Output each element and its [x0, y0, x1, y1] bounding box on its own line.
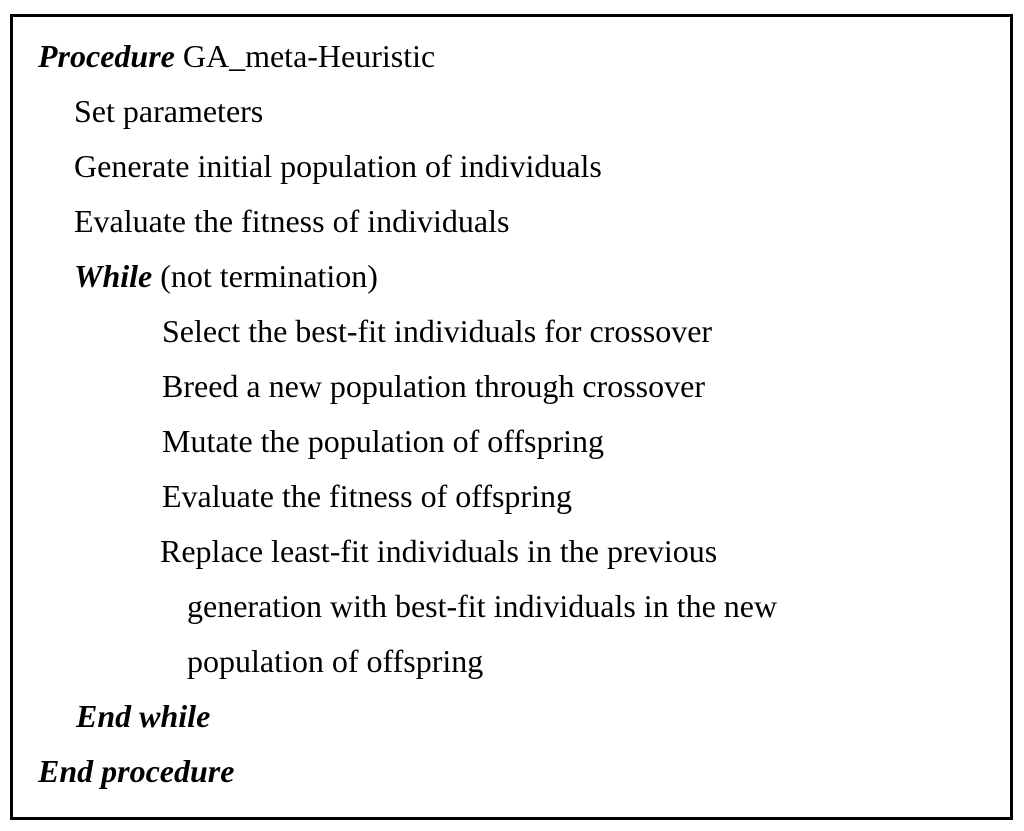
step-set-parameters: Set parameters [74, 93, 264, 129]
loop-step-replace-cont-2: population of offspring [187, 643, 484, 679]
procedure-keyword: Procedure [38, 38, 175, 74]
pseudocode-box [10, 14, 1013, 820]
procedure-header [38, 36, 435, 76]
while-condition: (not termination) [152, 258, 378, 294]
end-while: End while [76, 698, 211, 734]
loop-step-mutate: Mutate the population of offspring [162, 423, 604, 459]
step-evaluate-fitness: Evaluate the fitness of individuals [74, 203, 510, 239]
loop-step-select: Select the best-fit individuals for crossover [162, 313, 713, 349]
procedure-name: GA_meta-Heuristic [174, 38, 436, 74]
end-procedure: End procedure [38, 753, 235, 789]
while-keyword: While [74, 258, 153, 294]
loop-step-breed: Breed a new population through crossover [162, 368, 705, 404]
step-generate-population: Generate initial population of individuals [74, 148, 602, 184]
loop-step-replace: Replace least-fit individuals in the previous [160, 533, 718, 569]
while-header [74, 256, 378, 296]
loop-step-evaluate: Evaluate the fitness of offspring [162, 478, 572, 514]
loop-step-replace-cont-1: generation with best-fit individuals in the new [187, 588, 778, 624]
